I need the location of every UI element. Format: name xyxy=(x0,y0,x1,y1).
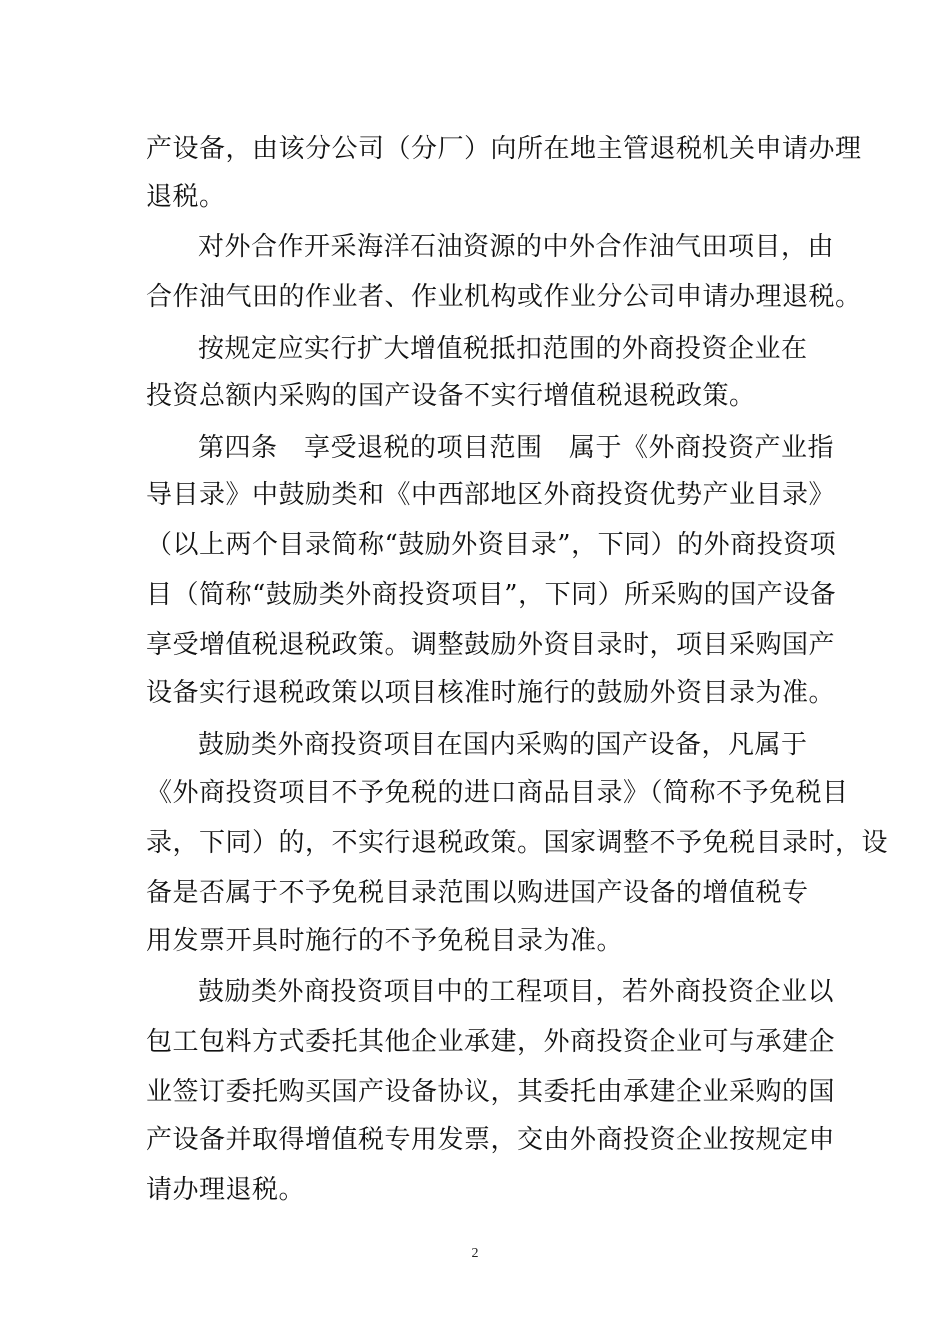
text-line: 设备实行退税政策以项目核准时施行的鼓励外资目录为准。 xyxy=(146,678,836,708)
text-line: 录，下同）的，不实行退税政策。国家调整不予免税目录时，设 xyxy=(146,828,889,858)
text-line: 对外合作开采海洋石油资源的中外合作油气田项目，由 xyxy=(198,232,835,262)
text-line: 产设备，由该分公司（分厂）向所在地主管退税机关申请办理 xyxy=(146,134,862,164)
text-line: 投资总额内采购的国产设备不实行增值税退税政策。 xyxy=(146,381,756,411)
text-line: 合作油气田的作业者、作业机构或作业分公司申请办理退税。 xyxy=(146,282,862,312)
text-line: 按规定应实行扩大增值税抵扣范围的外商投资企业在 xyxy=(198,334,808,364)
text-line: 备是否属于不予免税目录范围以购进国产设备的增值税专 xyxy=(146,878,809,908)
page-number: 2 xyxy=(471,1246,479,1261)
text-line: 导目录》中鼓励类和《中西部地区外商投资优势产业目录》 xyxy=(146,480,836,510)
text-line: 享受增值税退税政策。调整鼓励外资目录时，项目采购国产 xyxy=(146,630,836,660)
text-line: 《外商投资项目不予免税的进口商品目录》（简称不予免税目 xyxy=(146,778,849,808)
text-line: 第四条 享受退税的项目范围 属于《外商投资产业指 xyxy=(198,433,835,463)
text-line: 退税。 xyxy=(146,182,226,212)
text-line: （以上两个目录简称“鼓励外资目录”，下同）的外商投资项 xyxy=(146,530,837,560)
text-line: 用发票开具时施行的不予免税目录为准。 xyxy=(146,926,624,956)
text-line: 鼓励类外商投资项目中的工程项目，若外商投资企业以 xyxy=(198,977,835,1007)
text-line: 产设备并取得增值税专用发票，交由外商投资企业按规定申 xyxy=(146,1125,836,1155)
text-line: 鼓励类外商投资项目在国内采购的国产设备，凡属于 xyxy=(198,730,808,760)
text-line: 包工包料方式委托其他企业承建，外商投资企业可与承建企 xyxy=(146,1027,836,1057)
text-line: 目（简称“鼓励类外商投资项目”，下同）所采购的国产设备 xyxy=(146,580,837,610)
text-line: 业签订委托购买国产设备协议，其委托由承建企业采购的国 xyxy=(146,1077,836,1107)
text-line: 请办理退税。 xyxy=(146,1175,306,1205)
